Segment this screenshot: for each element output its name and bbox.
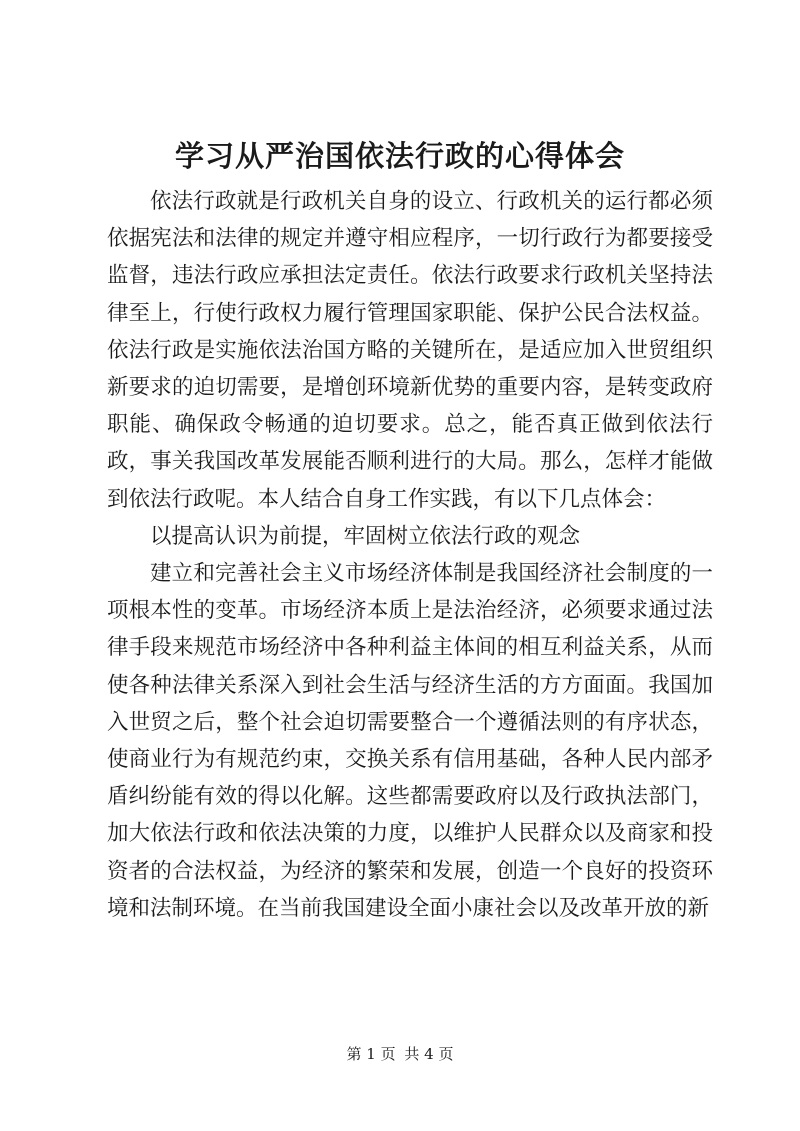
page-footer xyxy=(0,1044,800,1064)
document-body xyxy=(107,183,713,927)
paragraph-market-economy: 建立和完善社会主义市场经济体制是我国经济社会制度的一项根本性的变革。市场经济本质上是法治经济，必须要求通过法律手段来规范市场经济中各种利益主体间的相互利益关系，从而使各种法律关系深入到社会生活与经济生活的方方面面。我国加入世贸之后，整个社会迫切需要整合一个遵循法则的有序状态，使商业行为有规范约束，交换关系有信用基础，各种人民内部矛盾纠纷能有效的得以化解。这些都需要政府以及行政执法部门，加大依法行政和依法决策的力度，以维护人民群众以及商家和投资者的合法权益，为经济的繁荣和发展，创造一个良好的投资环境和法制环境。在当前我国建设全面小康社会以及改革开放的新 xyxy=(107,561,713,921)
page-total: 共 4 页 xyxy=(404,1045,454,1063)
page-number: 第 1 页 xyxy=(346,1045,396,1063)
section-heading: 以提高认识为前提，牢固树立依法行政的观念 xyxy=(150,523,581,549)
document-title: 学习从严治国依法行政的心得体会 xyxy=(174,139,625,173)
paragraph-intro: 依法行政就是行政机关自身的设立、行政机关的运行都必须依据宪法和法律的规定并遵守相应程序，一切行政行为都要接受监督，违法行政应承担法定责任。依法行政要求行政机关坚持法律至上，行使行政权力履行管理国家职能、保护公民合法权益。依法行政是实施依法治国方略的关键所在，是适应加入世贸组织新要求的迫切需要，是增创环境新优势的重要内容，是转变政府职能、确保政令畅通的迫切要求。总之，能否真正做到依法行政，事关我国改革发展能否顺利进行的大局。那么，怎样才能做到依法行政呢。本人结合自身工作实践，有以下几点体会： xyxy=(107,189,713,512)
